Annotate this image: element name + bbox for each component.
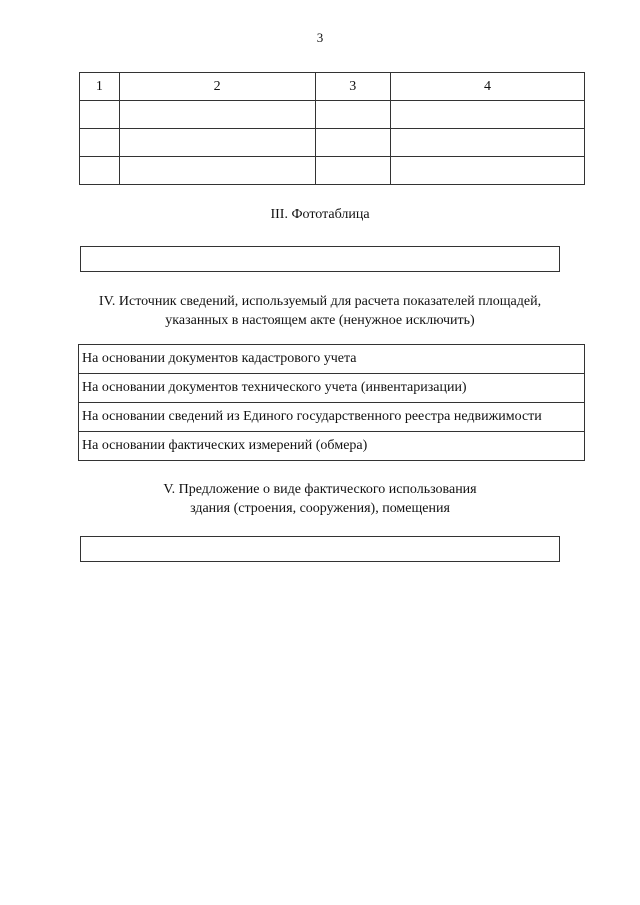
table-cell[interactable] [390, 129, 584, 157]
table-cell[interactable] [315, 101, 390, 129]
table-row [80, 129, 585, 157]
photo-table-field[interactable] [80, 246, 560, 272]
usage-proposal-field[interactable] [80, 536, 560, 562]
section-4-heading [0, 292, 640, 330]
table-row [80, 101, 585, 129]
source-options-table [78, 344, 585, 461]
list-item [79, 432, 585, 461]
list-item [79, 374, 585, 403]
table-cell[interactable] [315, 157, 390, 185]
column-header-4: 4 [390, 73, 584, 101]
table-cell[interactable] [315, 129, 390, 157]
table-cell[interactable] [119, 101, 315, 129]
table-cell[interactable] [390, 101, 584, 129]
section-4-heading-line-2: указанных в настоящем акте (ненужное исключить) [165, 313, 475, 328]
section-4-heading-line-1: IV. Источник сведений, используемый для расчета показателей площадей, [98, 294, 542, 309]
table-cell[interactable] [80, 101, 120, 129]
data-table [79, 72, 585, 185]
table-row [80, 157, 585, 185]
section-5-heading [0, 480, 640, 518]
column-header-3: 3 [315, 73, 390, 101]
section-5-heading-line-2: здания (строения, сооружения), помещения [190, 501, 450, 516]
source-option-cadastral[interactable]: На основании документов кадастрового учета [79, 345, 585, 374]
page-number: 3 [316, 30, 324, 45]
list-item [79, 403, 585, 432]
column-header-2: 2 [119, 73, 315, 101]
section-3-heading: III. Фототаблица [270, 207, 370, 222]
source-option-measurement[interactable]: На основании фактических измерений (обмера) [79, 432, 585, 461]
list-item [79, 345, 585, 374]
column-header-1: 1 [80, 73, 120, 101]
table-cell[interactable] [119, 157, 315, 185]
table-cell[interactable] [119, 129, 315, 157]
source-option-technical[interactable]: На основании документов технического учета (инвентаризации) [79, 374, 585, 403]
source-option-registry[interactable]: На основании сведений из Единого государственного реестра недвижимости [79, 403, 585, 432]
table-cell[interactable] [80, 157, 120, 185]
table-cell[interactable] [80, 129, 120, 157]
section-5-heading-line-1: V. Предложение о виде фактического использования [163, 482, 477, 497]
table-header-row [80, 73, 585, 101]
table-cell[interactable] [390, 157, 584, 185]
